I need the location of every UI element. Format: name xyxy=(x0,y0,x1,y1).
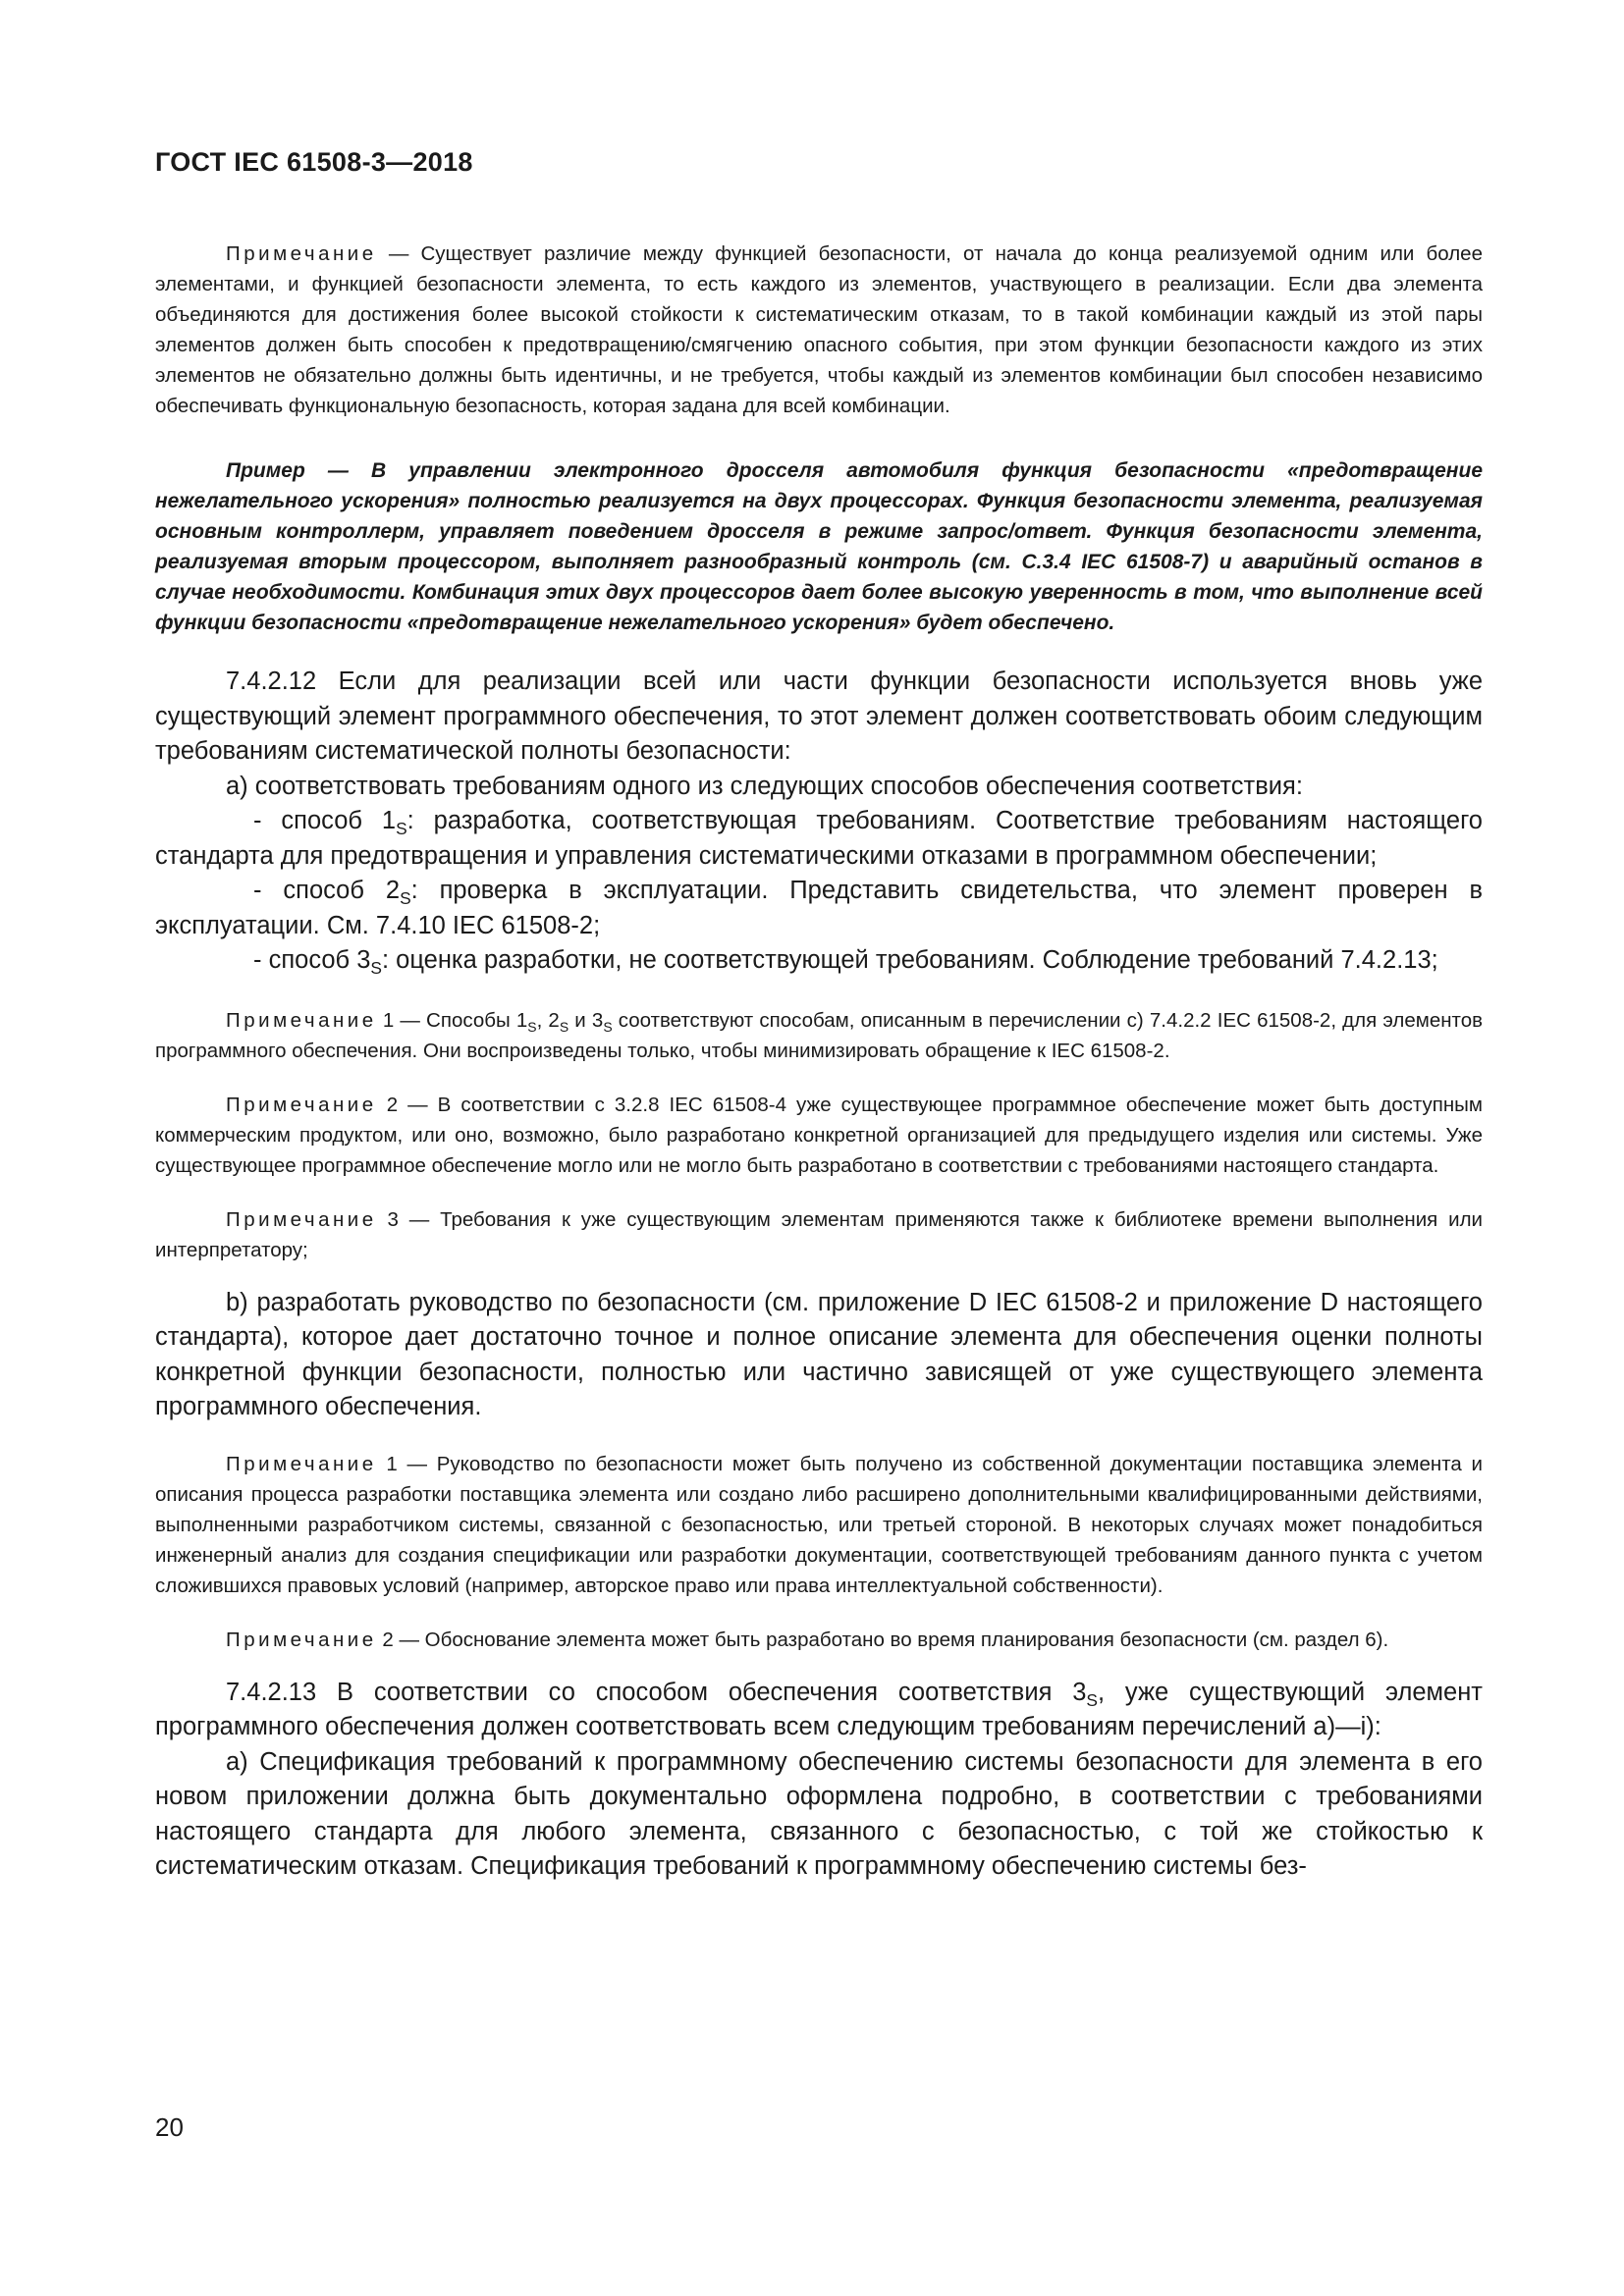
note-label: Примечание xyxy=(226,1207,377,1231)
clause-7-4-2-13 xyxy=(155,1676,1483,1745)
route-3s-subscript: S xyxy=(370,958,382,979)
clause-text: , уже существующий элемент программного обеспечения должен соответствовать всем следующим требованиям перечислений а)—i): xyxy=(155,1678,1483,1740)
note-functional-safety xyxy=(155,239,1483,421)
note-1-routes xyxy=(155,1005,1483,1066)
note-text: 1 — Руководство по безопасности может быть получено из собственной документации поставщика элемента и описания процесса разработки поставщика элемента или создано либо расширено дополнительными квалифицированными действиями, выполненными разработчиком системы, связанной с безопасностью, или третьей стороной. В некоторых случаях может понадобиться инженерный анализ для создания спецификации или разработки документации, соответствующей требованиям данного пункта с учетом сложившихся правовых условий (например, авторское право или права интеллектуальной собственности). xyxy=(155,1452,1483,1597)
route-2s-text: : проверка в эксплуатации. Представить свидетельства, что элемент проверен в эксплуатации. См. 7.4.10 IEC 61508-2; xyxy=(155,877,1483,939)
clause-text: 7.4.2.13 В соответствии со способом обеспечения соответствия 3 xyxy=(226,1678,1087,1706)
example-throttle: Пример — В управлении электронного дросселя автомобиля функция безопасности «предотвращение нежелательного ускорения» полностью реализуется на двух процессорах. Функция безопасности элемента, реализуемая основным контроллерм, управляет поведением дросселя в режиме запрос/ответ. Функция безопасности элемента, реализуемая вторым процессором, выполняет разнообразный контроль (см. С.3.4 IEC 61508-7) и аварийный останов в случае необходимости. Комбинация этих двух процессоров дает более высокую уверенность в том, что выполнение всей функции безопасности «предотвращение нежелательного ускорения» будет обеспечено. xyxy=(155,459,1483,634)
route-2s-subscript: S xyxy=(400,888,411,909)
route-3s-prefix: - способ 3 xyxy=(253,946,371,974)
document-page xyxy=(155,147,1483,1885)
note-subscript: S xyxy=(559,1018,569,1035)
note-label: Примечание xyxy=(226,1008,377,1032)
note-text: — Существует различие между функцией безопасности, от начала до конца реализуемой одним или более элементами, и функцией безопасности элемента, то есть каждого из элементов, участвующего в реализации. Если два элемента объединяются для достижения более высокой стойкости к систематическим отказам, то в такой комбинации каждый из этой пары элементов должен быть способен к предотвращению/смягчению опасного события, при этом функции безопасности каждого из этих элементов не обязательно должны быть идентичны, и не требуется, чтобы каждый из элементов комбинации был способен независимо обеспечивать функциональную безопасность, которая задана для всей комбинации. xyxy=(155,242,1483,417)
note-subscript: S xyxy=(527,1018,537,1035)
note-label: Примечание xyxy=(226,1628,377,1651)
clause-subscript: S xyxy=(1086,1689,1098,1710)
route-2s-prefix: - способ 2 xyxy=(253,877,401,904)
document-header: ГОСТ IEC 61508-3—2018 xyxy=(155,147,473,177)
list-item-a-specification: а) Спецификация требований к программному обеспечению системы безопасности для элемента в его новом приложении должна быть документально оформлена подробно, в соответствии с требованиями настоящего стандарта для любого элемента, связанного с безопасностью, с той же стойкостью к систематическим отказам. Спецификация требований к программному обеспечению системы без- xyxy=(155,1747,1483,1880)
route-3s xyxy=(155,943,1483,979)
note-2-justification xyxy=(155,1625,1483,1655)
note-label: Примечание xyxy=(226,1093,377,1116)
route-3s-text: : оценка разработки, не соответствующей требованиям. Соблюдение требований 7.4.2.13; xyxy=(381,946,1438,974)
route-1s-text: : разработка, соответствующая требованиям. Соответствие требованиям настоящего стандарта для предотвращения и управления систематическими отказами в программном обеспечении; xyxy=(155,807,1483,870)
route-1s-prefix: - способ 1 xyxy=(253,807,397,834)
note-text: 1 — Способы 1 xyxy=(376,1008,528,1032)
note-label: Примечание xyxy=(226,1452,377,1475)
note-3-runtime-library xyxy=(155,1204,1483,1265)
list-item-b: b) разработать руководство по безопасности (см. приложение D IEC 61508-2 и приложение D настоящего стандарта), которое дает достаточно точное и полное описание элемента для обеспечения оценки полноты конкретной функции безопасности, полностью или частично зависящей от уже существующего элемента программного обеспечения. xyxy=(155,1288,1483,1420)
note-text: , 2 xyxy=(536,1008,560,1032)
route-2s xyxy=(155,874,1483,943)
note-text: 3 — Требования к уже существующим элементам применяются также к библиотеке времени выполнения или интерпретатору; xyxy=(155,1207,1483,1261)
route-1s-subscript: S xyxy=(396,819,407,839)
note-text: 2 — В соответствии с 3.2.8 IEC 61508-4 уже существующее программное обеспечение может быть доступным коммерческим продуктом, или оно, возможно, было разработано конкретной организацией для предыдущего изделия или системы. Уже существующее программное обеспечение могло или не могло быть разработано в соответствии с требованиями настоящего стандарта. xyxy=(155,1093,1483,1177)
note-label: Примечание xyxy=(226,242,377,265)
list-item-a: a) соответствовать требованиям одного из следующих способов обеспечения соответствия: xyxy=(226,772,1303,800)
note-1-safety-manual xyxy=(155,1449,1483,1601)
note-2-existing-software xyxy=(155,1090,1483,1181)
page-number: 20 xyxy=(155,2112,184,2142)
route-1s xyxy=(155,804,1483,874)
note-subscript: S xyxy=(603,1018,613,1035)
note-text: 2 — Обоснование элемента может быть разработано во время планирования безопасности (см. раздел 6). xyxy=(376,1628,1389,1651)
clause-7-4-2-12: 7.4.2.12 Если для реализации всей или части функции безопасности используется вновь уже существующий элемент программного обеспечения, то этот элемент должен соответствовать обоим следующим требованиям систематической полноты безопасности: xyxy=(155,667,1483,765)
note-text: соответствуют способам, описанным в перечислении с) 7.4.2.2 IEC 61508-2, для элементов программного обеспечения. Они воспроизведены только, чтобы минимизировать обращение к IEC 61508-2. xyxy=(155,1008,1484,1062)
note-text: и 3 xyxy=(568,1008,604,1032)
